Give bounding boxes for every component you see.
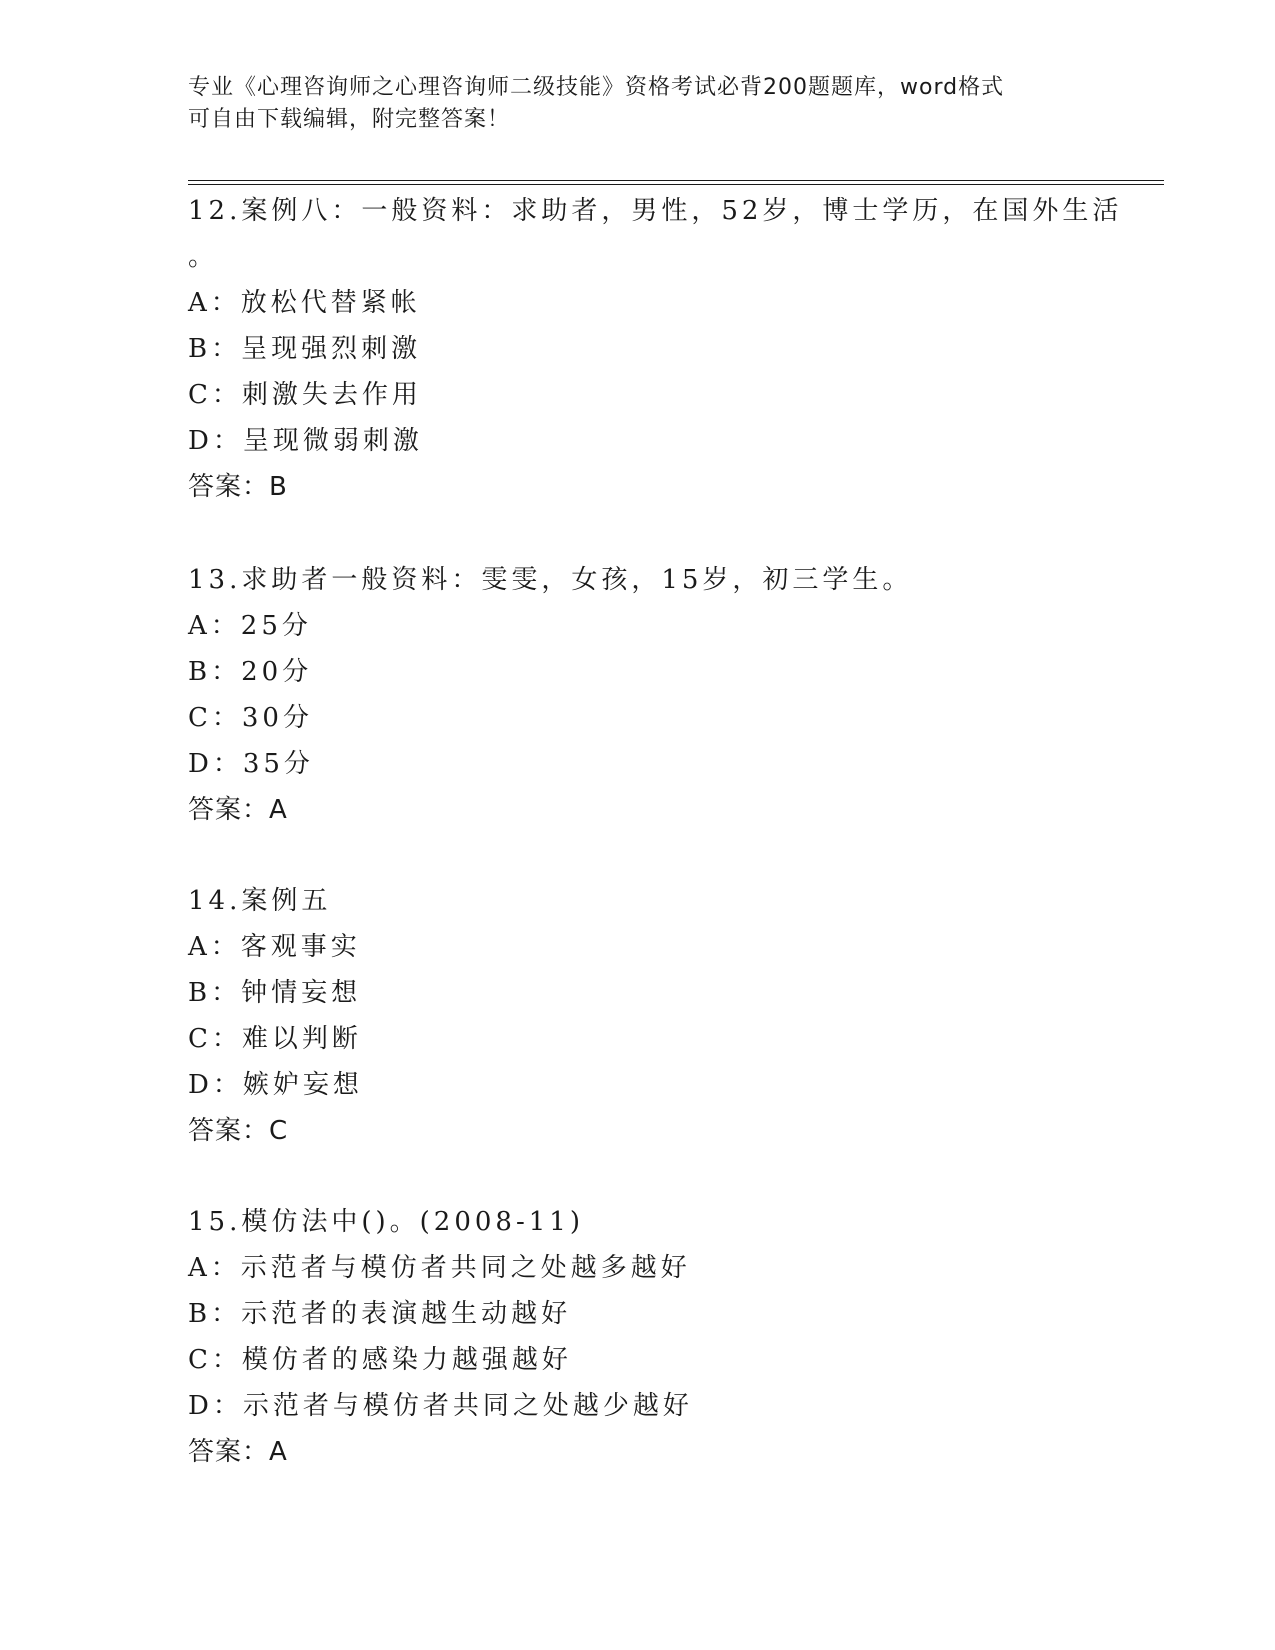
option-b: B：呈现强烈刺激 [188, 334, 422, 364]
option-b: B：20分 [188, 657, 313, 687]
option-b: B：示范者的表演越生动越好 [188, 1299, 572, 1329]
header-divider-top [188, 180, 1164, 181]
question-13 [188, 557, 1148, 833]
option-a: A：25分 [188, 611, 312, 641]
document-header [188, 72, 1088, 136]
header-line-1: 专业《心理咨询师之心理咨询师二级技能》资格考试必背200题题库，word格式 [188, 75, 1005, 100]
option-a: A：客观事实 [188, 932, 361, 962]
option-d: D：呈现微弱刺激 [188, 426, 423, 456]
option-b: B：钟情妄想 [188, 978, 362, 1008]
option-d: D：嫉妒妄想 [188, 1070, 363, 1100]
question-15 [188, 1199, 1148, 1475]
question-stem: 12.案例八：一般资料：求助者，男性，52岁，博士学历，在国外生活 [188, 196, 1123, 226]
option-c: C：难以判断 [188, 1024, 362, 1054]
question-stem: 15.模仿法中()。(2008-11) [188, 1207, 584, 1237]
answer: 答案：B [188, 472, 288, 502]
question-12 [188, 188, 1148, 510]
header-divider-bottom [188, 184, 1164, 185]
answer: 答案：A [188, 1437, 288, 1467]
answer: 答案：A [188, 795, 288, 825]
option-d: D：35分 [188, 749, 314, 779]
header-line-2: 可自由下载编辑，附完整答案！ [188, 107, 511, 132]
answer: 答案：C [188, 1116, 289, 1146]
option-c: C：30分 [188, 703, 313, 733]
question-14 [188, 878, 1148, 1154]
question-stem: 13.求助者一般资料：雯雯，女孩，15岁，初三学生。 [188, 565, 913, 595]
option-c: C：模仿者的感染力越强越好 [188, 1345, 572, 1375]
option-a: A：示范者与模仿者共同之处越多越好 [188, 1253, 691, 1283]
option-d: D：示范者与模仿者共同之处越少越好 [188, 1391, 693, 1421]
option-a: A：放松代替紧帐 [188, 288, 421, 318]
question-stem-continuation: 。 [188, 242, 219, 272]
question-stem: 14.案例五 [188, 886, 332, 916]
option-c: C：刺激失去作用 [188, 380, 422, 410]
